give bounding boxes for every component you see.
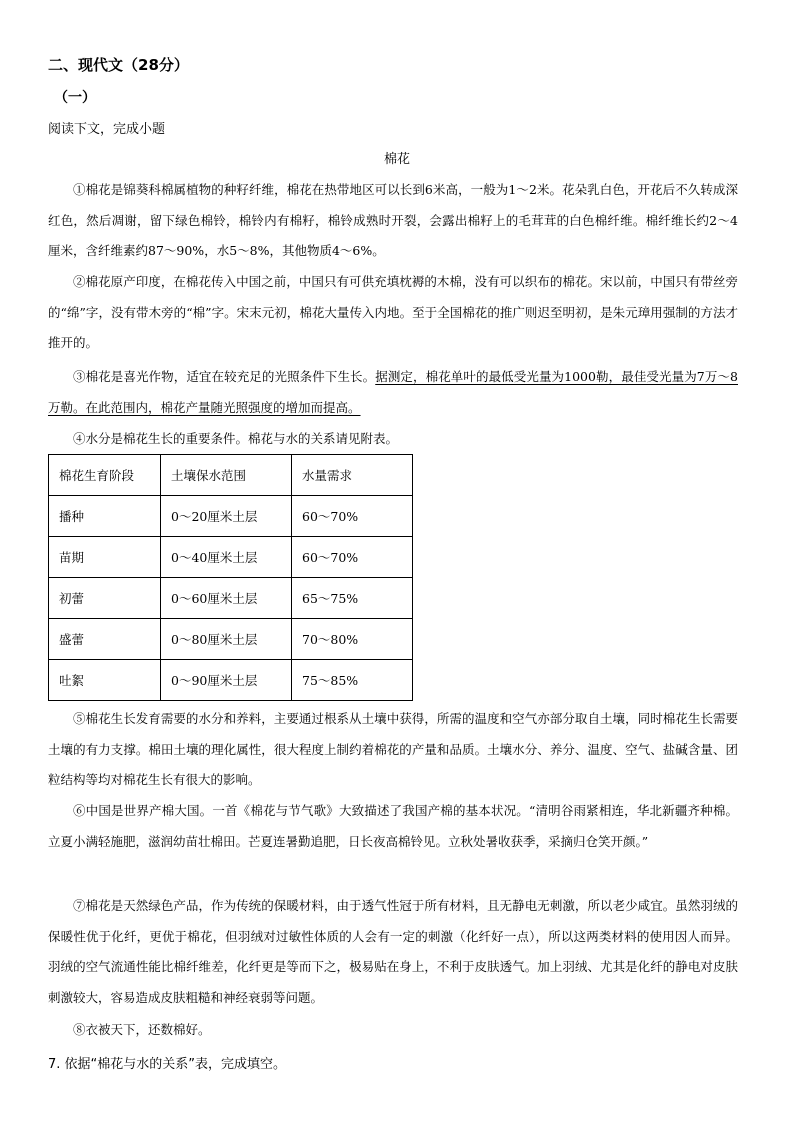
article-title: 棉花 [383, 152, 410, 167]
table-row [49, 619, 413, 660]
paragraph-6: ⑥中国是世界产棉大国。一首《棉花与节气歌》大致描述了我国产棉的基本状况。“清明谷雨紧相连，华北新疆齐种棉。立夏小满轻施肥，滋润幼苗壮棉田。芒夏连暑勤追肥，日长夜高棉铃见。立秋处暑收获季，采摘归仓笑开颜。” [48, 803, 738, 849]
table-row [49, 496, 413, 537]
table-cell: 盛蕾 [49, 619, 161, 660]
section-title: 二、现代文（28分） [48, 56, 189, 74]
table-header-cell: 水量需求 [292, 455, 413, 496]
table-cell: 播种 [49, 496, 161, 537]
table-row [49, 537, 413, 578]
table-cell: 0～90厘米土层 [161, 660, 292, 701]
paragraph-8: ⑧衣被天下，还数棉好。 [73, 1022, 211, 1037]
table-cell: 0～80厘米土层 [161, 619, 292, 660]
table-cell: 60～70% [292, 537, 413, 578]
table-cell: 60～70% [292, 496, 413, 537]
table-row [49, 660, 413, 701]
sub-title: （一） [54, 90, 96, 106]
table-header-cell: 棉花生育阶段 [49, 455, 161, 496]
table-header-cell: 土壤保水范围 [161, 455, 292, 496]
reading-instruction: 阅读下文，完成小题 [48, 122, 166, 137]
paragraph-3 [48, 362, 738, 423]
table-cell: 0～40厘米土层 [161, 537, 292, 578]
paragraph-5: ⑤棉花生长发育需要的水分和养料，主要通过根系从土壤中获得，所需的温度和空气亦部分取自土壤，同时棉花生长需要土壤的有力支撑。棉田土壤的理化属性，很大程度上制约着棉花的产量和品质。土壤水分、养分、温度、空气、盐碱含量、团粒结构等均对棉花生长有很大的影响。 [48, 711, 738, 787]
table-cell: 吐絮 [49, 660, 161, 701]
question-7: 7. 依据“棉花与水的关系”表，完成填空。 [48, 1057, 287, 1072]
paragraph-7: ⑦棉花是天然绿色产品，作为传统的保暖材料，由于透气性冠于所有材料，且无静电无刺激，所以老少咸宜。虽然羽绒的保暖性优于化纤，更优于棉花，但羽绒对过敏性体质的人会有一定的刺激（化纤好一点），所以这两类材料的使用因人而异。羽绒的空气流通性能比棉纤维差，化纤更是等而下之，极易贴在身上，不利于皮肤透气。加上羽绒、尤其是化纤的静电对皮肤刺激较大，容易造成皮肤粗糙和神经衰弱等问题。 [48, 898, 738, 1005]
table-cell: 70～80% [292, 619, 413, 660]
cotton-water-table [48, 454, 413, 701]
table-row [49, 578, 413, 619]
table-cell: 75～85% [292, 660, 413, 701]
table-cell: 0～60厘米土层 [161, 578, 292, 619]
paragraph-4: ④水分是棉花生长的重要条件。棉花与水的关系请见附表。 [73, 431, 399, 446]
paragraph-3-text: ③棉花是喜光作物，适宜在较充足的光照条件下生长。 [73, 369, 376, 384]
paragraph-3-underlined-text: 据测定，棉花单叶的最低受光量为1000勒，最佳受光量为7万～8万勒。在此范围内，棉花产量随光照强度的增加而提高。 [48, 369, 738, 415]
paragraph-1: ①棉花是锦葵科棉属植物的种籽纤维，棉花在热带地区可以长到6米高，一般为1～2米。花朵乳白色，开花后不久转成深红色，然后凋谢，留下绿色棉铃，棉铃内有棉籽，棉铃成熟时开裂，会露出棉籽上的毛茸茸的白色棉纤维。棉纤维长约2～4厘米，含纤维素约87～90%，水5～8%，其他物质4～6%。 [48, 182, 738, 258]
table-cell: 0～20厘米土层 [161, 496, 292, 537]
table-cell: 初蕾 [49, 578, 161, 619]
paragraph-2: ②棉花原产印度，在棉花传入中国之前，中国只有可供充填枕褥的木棉，没有可以织布的棉花。宋以前，中国只有带丝旁的“绵”字，没有带木旁的“棉”字。宋末元初，棉花大量传入内地。至于全国棉花的推广则迟至明初，是朱元璋用强制的方法才推开的。 [48, 274, 738, 350]
table-cell: 65～75% [292, 578, 413, 619]
table-header-row [49, 455, 413, 496]
table-cell: 苗期 [49, 537, 161, 578]
